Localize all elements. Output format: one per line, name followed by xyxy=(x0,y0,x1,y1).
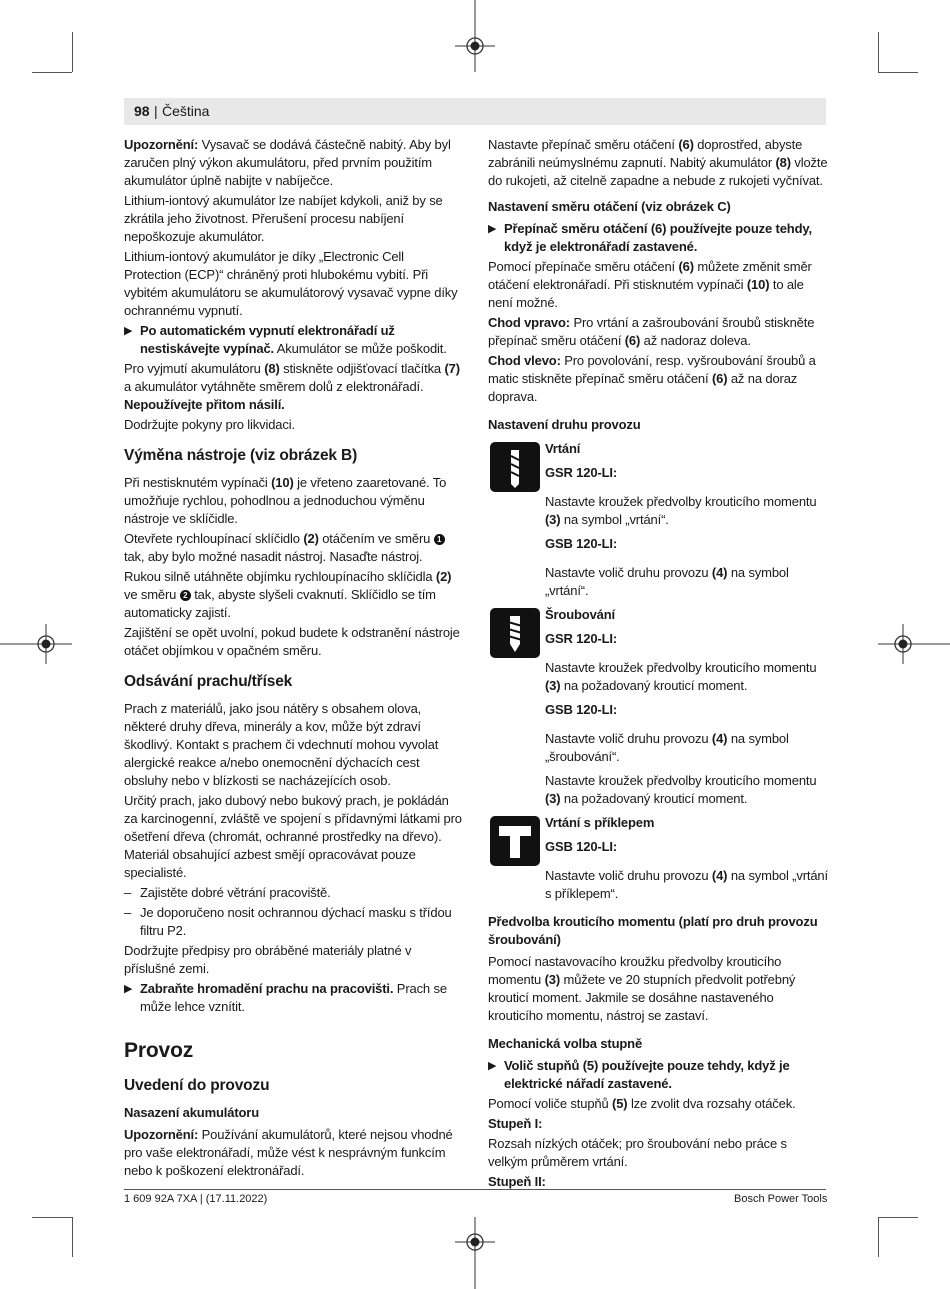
warning-item: ▶ Zabraňte hromadění prachu na pracovišti. Prach se může lehce vznítit. xyxy=(124,981,447,1014)
direction-number-badge: 2 xyxy=(180,590,191,601)
paragraph: Pro vyjmutí akumulátoru (8) stiskněte odjišťovací tlačítka (7) a akumulátor vytáhněte směrem dolů z elektronářadí. Nepoužívejte přitom násilí. xyxy=(124,361,460,412)
paragraph: Při nestisknutém vypínači (10) je vřeteno zaaretované. To umožňuje rychlou, pohodlnou a jednoduchou výměnu nástroje ve sklíčidle. xyxy=(124,475,447,526)
footer-doc-id: 1 609 92A 7XA | (17.11.2022) xyxy=(124,1193,268,1205)
screw-mode-icon xyxy=(490,608,540,658)
mode-hammer-drilling: Vrtání s příklepem GSB 120-LI: Nastavte volič druhu provozu (4) na symbol „vrtání s příklepem“. xyxy=(488,814,828,903)
subsection-heading: Nasazení akumulátoru xyxy=(124,1105,259,1120)
left-column xyxy=(124,136,464,1182)
section-heading: Výměna nástroje (viz obrázek B) xyxy=(124,447,358,464)
registration-mark-icon xyxy=(455,0,495,72)
registration-mark-icon xyxy=(0,624,72,664)
paragraph: Lithium-iontový akumulátor je díky „Electronic Cell Protection (ECP)“ chráněný proti hlubokému vybití. Při vybitém akumulátoru se akumulátorový vysavač vypne díky ochrannému vypnutí. xyxy=(124,249,458,318)
bullet-arrow-icon: ▶ xyxy=(488,223,497,235)
crop-mark xyxy=(32,72,72,73)
paragraph: Dodržujte pokyny pro likvidaci. xyxy=(124,417,295,432)
gear-label: Stupeň I: xyxy=(488,1116,543,1131)
mode-drilling: Vrtání GSR 120-LI: Nastavte kroužek předvolby krouticího momentu (3) na symbol „vrtání“. GSB 120-LI: Nastavte volič druhu provozu (4) na symbol „vrtání“. xyxy=(488,440,828,600)
crop-mark xyxy=(72,32,73,72)
page-header-bar xyxy=(124,98,826,125)
paragraph: Rukou silně utáhněte objímku rychloupínacího sklíčidla (2) ve směru 2 tak, abyste slyšeli cvaknutí. Sklíčidlo se tím automaticky zajistí. xyxy=(124,569,452,620)
crop-mark xyxy=(878,72,918,73)
paragraph: Pomocí voliče stupňů (5) lze zvolit dva rozsahy otáček. xyxy=(488,1096,796,1111)
registration-mark-icon xyxy=(455,1217,495,1289)
crop-mark xyxy=(878,1217,918,1218)
warning-item: ▶ Volič stupňů (5) používejte pouze tehdy, když je elektrické nářadí zastavené. xyxy=(488,1058,790,1091)
paragraph: Dodržujte předpisy pro obráběné materiály platné v příslušné zemi. xyxy=(124,943,412,976)
subsection-heading: Nastavení směru otáčení (viz obrázek C) xyxy=(488,199,731,214)
paragraph: Upozornění: Používání akumulátorů, které nejsou vhodné pro vaše elektronářadí, může vést k nesprávným funkcím nebo k poškození elektronářadí. xyxy=(124,1127,453,1178)
section-heading: Odsávání prachu/třísek xyxy=(124,673,293,690)
page-language: Čeština xyxy=(162,103,210,119)
page-number: 98 xyxy=(134,103,150,119)
direction-number-badge: 1 xyxy=(434,534,445,545)
footer-rule xyxy=(124,1189,826,1190)
paragraph: Prach z materiálů, jako jsou nátěry s obsahem olova, některé druhy dřeva, minerály a kov, může být zdraví škodlivý. Kontakt s prachem či vdechnutí mohou vyvolat alergické reakce a/nebo onemocnění dýchacích cest obsluhy nebo v blízkosti se nacházejících osob. xyxy=(124,701,439,788)
mode-screwdriving: Šroubování GSR 120-LI: Nastavte kroužek předvolby krouticího momentu (3) na požadovaný krouticí moment. GSB 120-LI: Nastavte volič druhu provozu (4) na symbol „šroubování“. Nastavte kroužek předvolby krouticího momentu (3) na požadovaný krouticí moment. xyxy=(488,606,828,808)
paragraph: Rozsah nízkých otáček; pro šroubování nebo práce s velkým průměrem vrtání. xyxy=(488,1136,787,1169)
subsection-heading: Předvolba krouticího momentu (platí pro druh provozu šroubování) xyxy=(488,914,818,947)
list-item: – Zajistěte dobré větrání pracoviště. xyxy=(124,885,331,900)
paragraph: Pomocí nastavovacího kroužku předvolby krouticího momentu (3) můžete ve 20 stupních předvolit potřebný krouticí moment. Jakmile se dosáhne nastaveného krouticího momentu, nástroj se zastaví. xyxy=(488,954,796,1023)
section-heading: Uvedení do provozu xyxy=(124,1077,270,1094)
paragraph: Chod vlevo: Pro povolování, resp. vyšroubování šroubů a matic stiskněte přepínač směru otáčení (6) až na doraz doprava. xyxy=(488,353,816,404)
footer-brand: Bosch Power Tools xyxy=(734,1193,828,1205)
crop-mark xyxy=(878,32,879,72)
bullet-arrow-icon: ▶ xyxy=(124,983,133,995)
right-column xyxy=(488,136,828,1193)
paragraph: Pomocí přepínače směru otáčení (6) můžete změnit směr otáčení elektronářadí. Při stisknutém vypínači (10) to ale není možné. xyxy=(488,259,812,310)
chapter-heading: Provoz xyxy=(124,1039,194,1062)
paragraph: Upozornění: Vysavač se dodává částečně nabitý. Aby byl zaručen plný výkon akumulátoru, před prvním použitím akumulátor úplně nabijte v nabíječce. xyxy=(124,137,451,188)
hammer-drill-mode-icon xyxy=(490,816,540,866)
registration-mark-icon xyxy=(878,624,950,664)
drill-mode-icon xyxy=(490,442,540,492)
bullet-arrow-icon: ▶ xyxy=(124,325,133,337)
crop-mark xyxy=(32,1217,72,1218)
paragraph: Otevřete rychloupínací sklíčidlo (2) otáčením ve směru 1 tak, aby bylo možné nasadit nástroj. Nasaďte nástroj. xyxy=(124,530,464,566)
bullet-arrow-icon: ▶ xyxy=(488,1060,497,1072)
paragraph: Zajištění se opět uvolní, pokud budete k odstranění nástroje otáčet objímkou v opačném směru. xyxy=(124,625,460,658)
list-item: – Je doporučeno nosit ochrannou dýchací masku s třídou filtru P2. xyxy=(124,905,452,938)
paragraph: Nastavte přepínač směru otáčení (6) doprostřed, abyste zabránili neúmyslnému zapnutí. Nabitý akumulátor (8) vložte do rukojeti, až citelně zapadne a nebude z rukojeti vyčnívat. xyxy=(488,137,828,188)
warning-item: ▶ Přepínač směru otáčení (6) používejte pouze tehdy, když je elektronářadí zastavené. xyxy=(488,221,812,254)
paragraph: Určitý prach, jako dubový nebo bukový prach, je pokládán za karcinogenní, zvláště ve spojení s přídavnými látkami pro ošetření dřeva (chromát, ochranné prostředky na dřevo). Materiál obsahující azbest smějí opracovávat pouze specialisté. xyxy=(124,793,462,880)
subsection-heading: Mechanická volba stupně xyxy=(488,1036,643,1051)
gear-label: Stupeň II: xyxy=(488,1174,546,1189)
crop-mark xyxy=(72,1217,73,1257)
header-separator: | xyxy=(154,103,158,119)
warning-item: ▶ Po automatickém vypnutí elektronářadí už nestiskávejte vypínač. Akumulátor se může poškodit. xyxy=(124,323,447,356)
subsection-heading: Nastavení druhu provozu xyxy=(488,417,641,432)
crop-mark xyxy=(878,1217,879,1257)
paragraph: Chod vpravo: Pro vrtání a zašroubování šroubů stiskněte přepínač směru otáčení (6) až nadoraz doleva. xyxy=(488,315,815,348)
paragraph: Lithium-iontový akumulátor lze nabíjet kdykoli, aniž by se zkrátila jeho životnost. Přerušení procesu nabíjení nepoškozuje akumulátor. xyxy=(124,193,443,244)
